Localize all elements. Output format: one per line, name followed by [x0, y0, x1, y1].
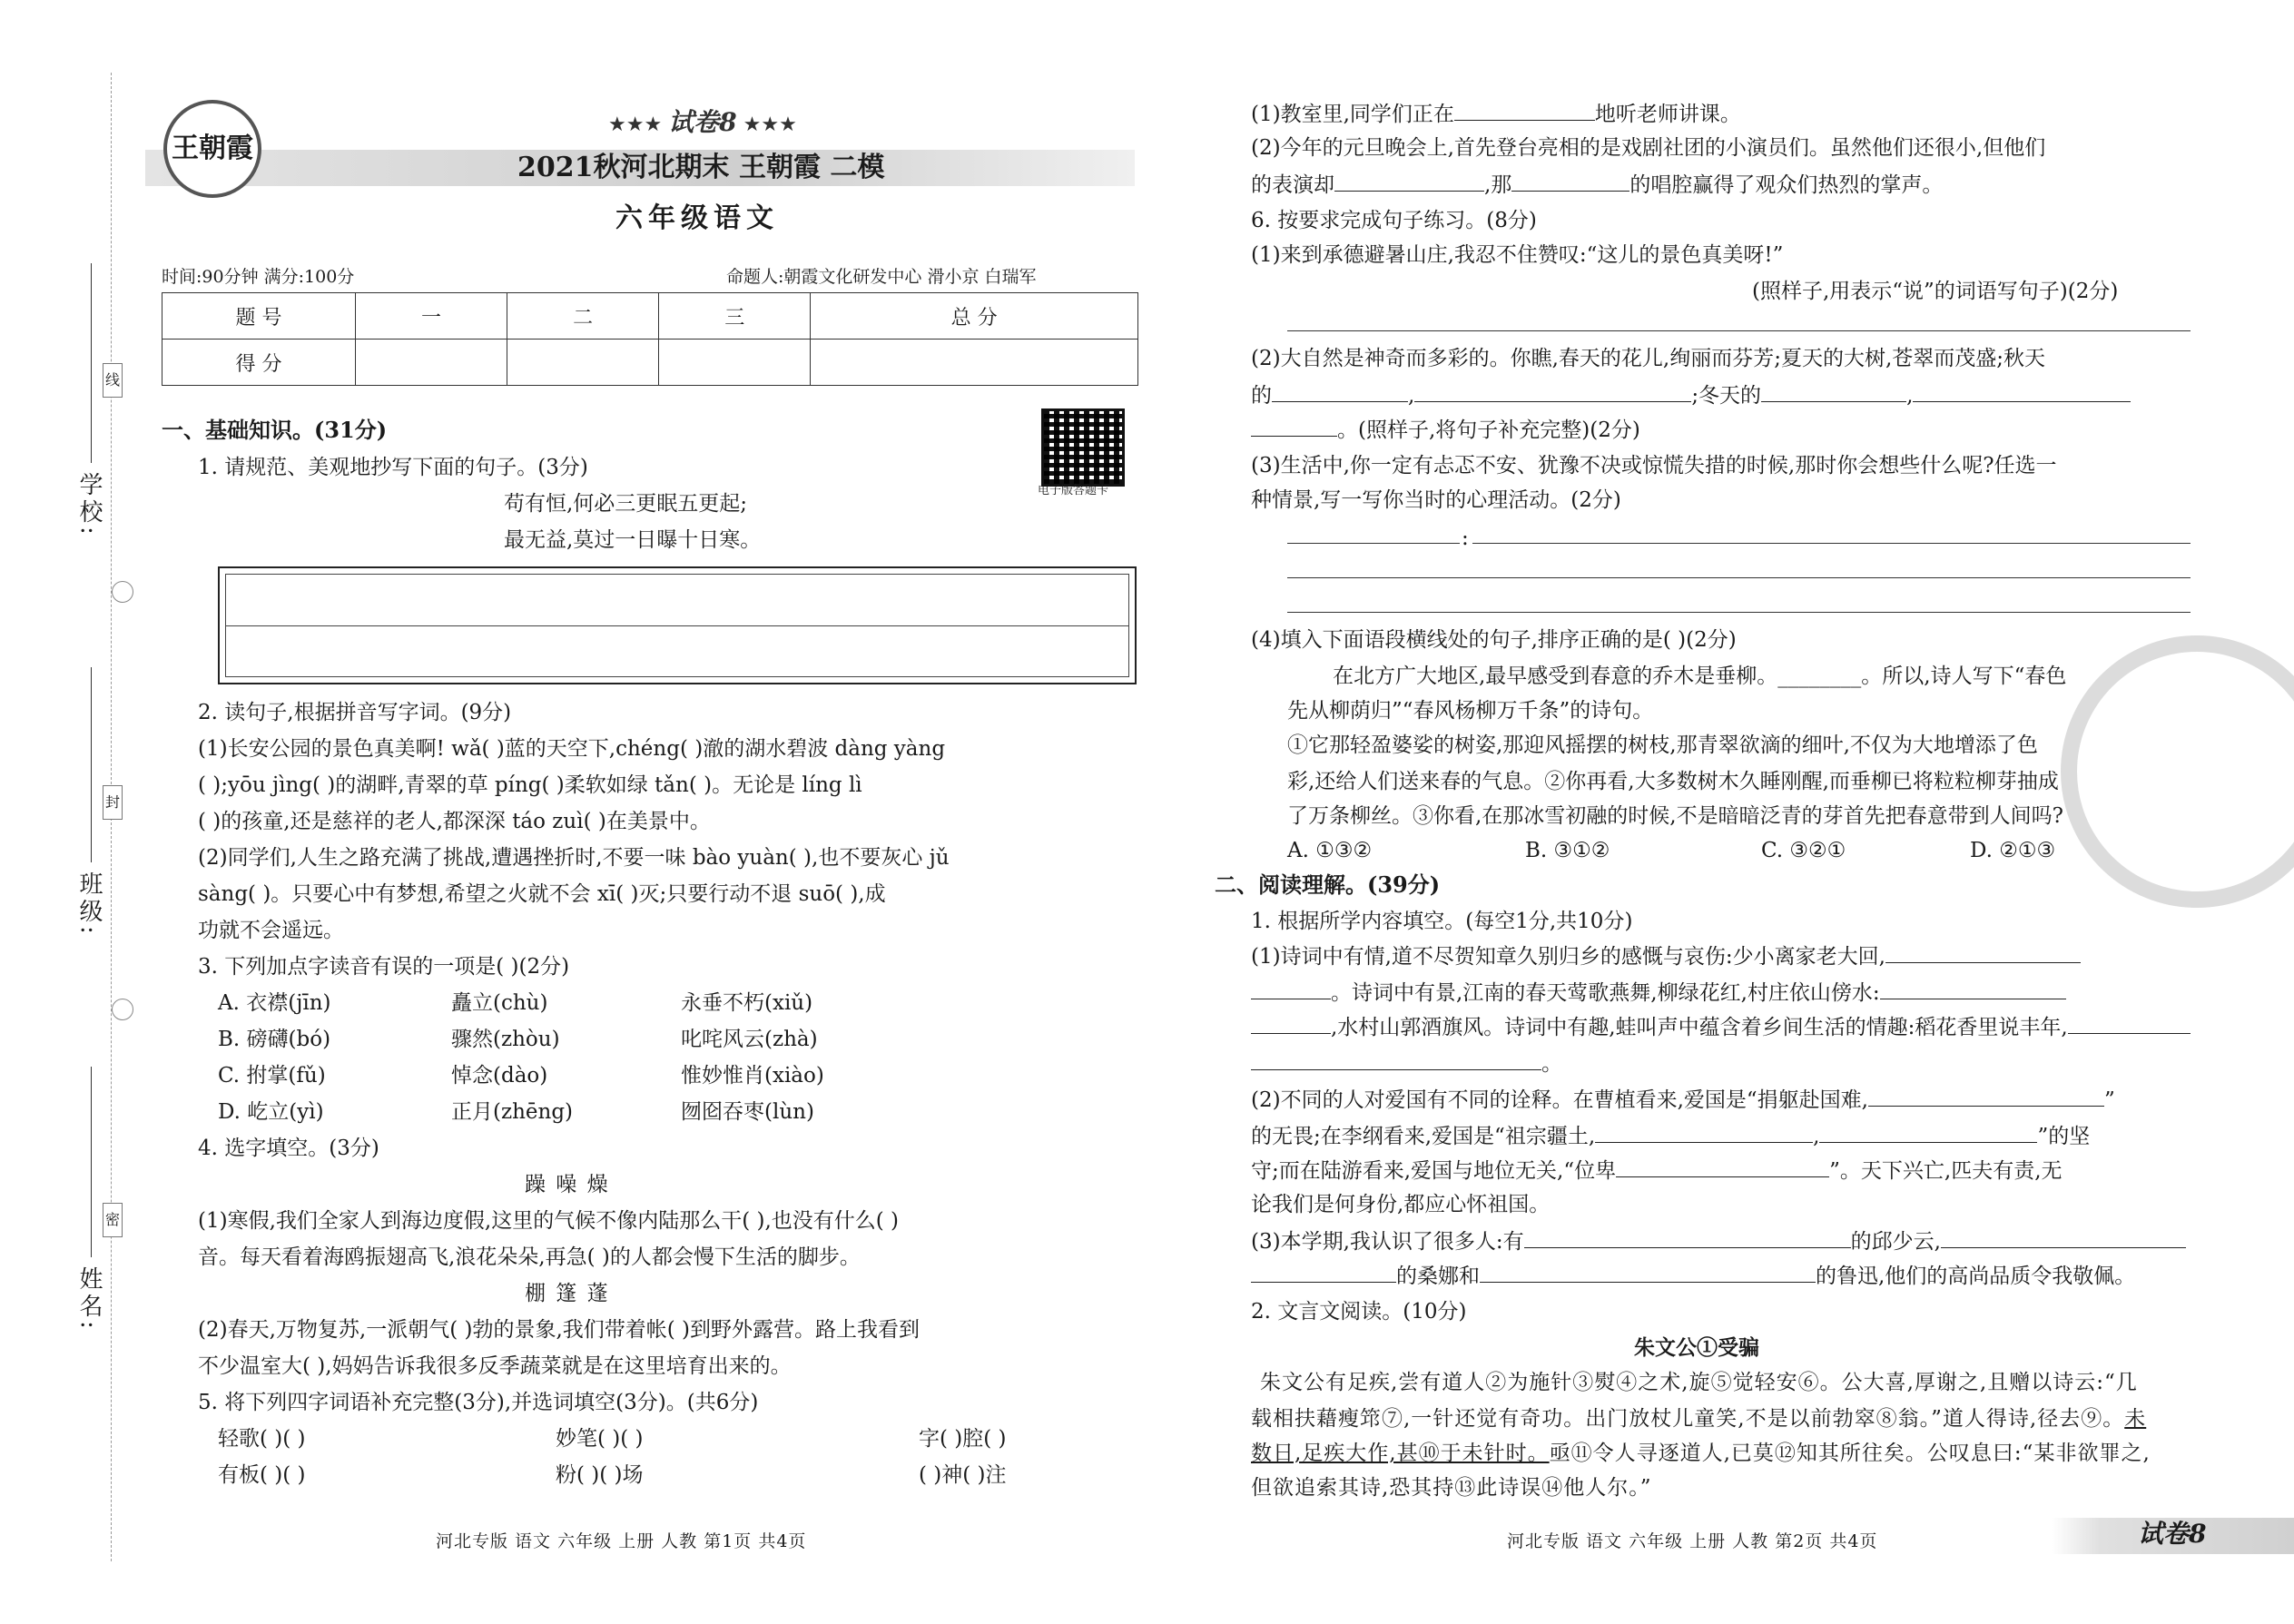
score-header-cell: 三 [659, 293, 811, 340]
p1-text: 的无畏;在李纲看来,爱国是“祖宗疆土, , ”的坚 [1251, 1122, 2090, 1150]
q6-3-text: 种情景,写一写你当时的心理活动。(2分) [1251, 488, 1621, 512]
q5-fill-2: (2)今年的元旦晚会上,首先登台亮相的是戏剧社团的小演员们。虽然他们还很小,但他们 [1251, 136, 2046, 160]
p1-text: 论我们是何身份,都应心怀祖国。 [1251, 1193, 1551, 1216]
q2-prompt: 2. 读句子,根据拼音写字词。(9分) [198, 701, 512, 724]
q5-idiom: 粉( )( )场 [556, 1463, 644, 1487]
answer-blank[interactable] [1880, 979, 2066, 999]
answer-blank[interactable] [1454, 100, 1595, 121]
score-cell[interactable] [356, 340, 507, 386]
answer-blank[interactable] [1595, 1122, 1813, 1143]
q5-idiom: ( )神( )注 [919, 1463, 1007, 1487]
answer-blank[interactable] [1251, 1013, 1331, 1034]
q3-prompt: 3. 下列加点字读音有误的一项是( )(2分) [198, 955, 570, 979]
exam-title: 2021秋河北期末 王朝霞 二模 [517, 152, 885, 183]
q6-2-fill: 的 , ;冬天的 , [1251, 381, 2131, 409]
q6-2-end: 。(照样子,将句子补充完整)(2分) [1251, 416, 1640, 444]
p1-prompt: 1. 根据所学内容填空。(每空1分,共10分) [1251, 910, 1633, 933]
q2-text: (2)同学们,人生之路充满了挑战,遭遇挫折时,不要一味 bào yuàn( ),也不要灰心 jǔ [198, 846, 950, 870]
p1-text: (3)本学期,我认识了很多人:有 的邱少云, [1251, 1227, 2186, 1255]
q2-text: (1)长安公园的景色真美啊! wǎ( )蓝的天空下,chéng( )澈的湖水碧波 dàng yàng [198, 737, 946, 761]
q3-option-word: 囫囵吞枣(lùn) [681, 1100, 814, 1124]
answer-line[interactable] [1287, 612, 2191, 613]
passage-line: 数日,足疾大作,甚⑩于未针时。亟⑪令人寻逐道人,已莫⑫知其所往矣。公叹息曰:“某非欲罪之, [1251, 1442, 2151, 1465]
q6-4-para: ①它那轻盈婆娑的树姿,那迎风摇摆的树枝,那青翠欲滴的细叶,不仅为大地增添了色 [1287, 733, 2038, 757]
q3-option-word: 永垂不朽(xiǔ) [681, 991, 813, 1015]
score-table [162, 292, 1138, 386]
answer-line[interactable] [1472, 543, 2191, 544]
q5-idiom: 有板( )( ) [218, 1463, 306, 1487]
answer-blank[interactable] [1334, 171, 1484, 192]
answer-blank[interactable] [1868, 1086, 2104, 1107]
q3-option[interactable]: B. 磅礴(bó) [218, 1028, 331, 1051]
q3-option-word: 正月(zhēng) [451, 1100, 574, 1124]
q6-4-para: 了万条柳丝。③你看,在那冰雪初融的时候,不是暗暗泛青的芽首先把春意带到人间吗? [1287, 804, 2063, 828]
passage-line: 载相扶藉瘦筇⑦,一针还觉有奇功。出门放杖儿童笑,不是以前勃窣⑧翁。”道人得诗,径去⑨。未 [1251, 1407, 2147, 1431]
seal-mark-line: 线 [103, 363, 123, 398]
p1-text: ,水村山郭酒旗风。诗词中有趣,蛙叫声中蕴含着乡间生活的情趣:稻花香里说丰年, [1251, 1013, 2191, 1041]
q5-idiom: 轻歌( )( ) [218, 1427, 306, 1451]
q3-option[interactable]: A. 衣襟(jīn) [218, 991, 331, 1015]
class-field[interactable] [91, 667, 92, 862]
q6-prompt: 6. 按要求完成句子练习。(8分) [1251, 209, 1537, 232]
answer-line[interactable] [1287, 330, 2191, 331]
q6-1-text: (1)来到承德避暑山庄,我忍不住赞叹:“这儿的景色真美呀!” [1251, 243, 1784, 267]
section-1-heading: 一、基础知识。(31分) [162, 417, 388, 443]
q2-text: ( )的孩童,还是慈祥的老人,都深深 táo zuì( )在美景中。 [198, 810, 711, 833]
p1-text: (1)诗词中有情,道不尽贺知章久别归乡的感慨与哀伤:少小离家老大回, [1251, 942, 2081, 970]
page-footer: 河北专版 语文 六年级 上册 人教 第2页 共4页 [1507, 1531, 1878, 1551]
q5-fill-1: (1)教室里,同学们正在 地听老师讲课。 [1251, 100, 1741, 128]
q6-4-option[interactable]: A. ①③② [1287, 839, 1373, 862]
copy-writing-box[interactable] [218, 566, 1137, 684]
score-header-cell: 一 [356, 293, 507, 340]
paper-stars: ★★★ 试卷8 ★★★ [608, 107, 797, 137]
score-cell[interactable] [507, 340, 659, 386]
q1-line1: 苟有恒,何必三更眠五更起; [504, 492, 748, 516]
p1-text: 。 [1251, 1049, 1562, 1078]
answer-blank[interactable] [1251, 1049, 1541, 1070]
q1-line2: 最无益,莫过一日曝十日寒。 [504, 528, 762, 552]
score-header-cell: 题 号 [162, 293, 356, 340]
q5-fill-2b: 的表演却 ,那 的唱腔赢得了观众们热烈的掌声。 [1251, 171, 1943, 199]
p2-prompt: 2. 文言文阅读。(10分) [1251, 1300, 1467, 1324]
q4-text: 不少温室大( ),妈妈告诉我很多反季蔬菜就是在这里培育出来的。 [198, 1354, 792, 1378]
p1-text: 。诗词中有景,江南的春天莺歌燕舞,柳绿花红,村庄依山傍水: [1251, 979, 2066, 1007]
answer-blank[interactable] [1819, 1122, 2037, 1143]
score-cell[interactable] [811, 340, 1138, 386]
qr-code-icon[interactable] [1041, 408, 1125, 487]
q2-text: 功就不会遥远。 [198, 919, 344, 942]
p1-text: 的桑娜和 的鲁迅,他们的高尚品质令我敬佩。 [1251, 1262, 2135, 1290]
answer-line[interactable] [1287, 577, 2191, 578]
answer-line[interactable] [1287, 543, 1460, 544]
q3-option-word: 惟妙惟肖(xiào) [681, 1064, 824, 1088]
colon: : [1462, 527, 1469, 550]
q4-char-set: 躁 噪 燥 [525, 1173, 610, 1196]
answer-blank[interactable] [1480, 1262, 1816, 1283]
q1-prompt: 1. 请规范、美观地抄写下面的句子。(3分) [198, 456, 588, 479]
school-field[interactable] [91, 263, 92, 463]
watermark-seal-icon [2061, 635, 2294, 908]
q6-4-para: 彩,还给人们送来春的气息。②你再看,大多数树木久睡刚醒,而垂柳已将粒粒柳芽抽成 [1287, 770, 2059, 793]
q6-2-text: (2)大自然是神奇而多彩的。你瞧,春天的花儿,绚丽而芬芳;夏天的大树,苍翠而茂盛;秋天 [1251, 347, 2046, 370]
q4-prompt: 4. 选字填空。(3分) [198, 1137, 379, 1160]
score-header-cell: 总 分 [811, 293, 1138, 340]
answer-blank[interactable] [1414, 381, 1691, 402]
q3-option-word: 骤然(zhòu) [451, 1028, 560, 1051]
answer-blank[interactable] [1913, 381, 2131, 402]
q4-text: 音。每天看着海鸥振翅高飞,浪花朵朵,再急( )的人都会慢下生活的脚步。 [198, 1245, 861, 1269]
seal-mark-secret: 密 [103, 1203, 123, 1237]
q3-option-word: 叱咤风云(zhà) [681, 1028, 818, 1051]
passage-line: 但欲追索其诗,恐其持⑬此诗误⑭他人尔。” [1251, 1476, 1652, 1500]
q4-text: (1)寒假,我们全家人到海边度假,这里的气候不像内陆那么干( ),也没有什么( ) [198, 1209, 900, 1233]
p1-text: 守;而在陆游看来,爱国与地位无关,“位卑 ”。天下兴亡,匹夫有责,无 [1251, 1156, 2063, 1185]
q4-char-set: 棚 篷 蓬 [525, 1282, 610, 1305]
answer-blank[interactable] [1885, 942, 2081, 963]
q2-text: sàng( )。只要心中有梦想,希望之火就不会 xī( )灭;只要行动不退 suō( ),成 [198, 882, 886, 906]
q3-option[interactable]: D. 屹立(yì) [218, 1100, 324, 1124]
q6-4-option[interactable]: B. ③①② [1525, 839, 1610, 862]
answer-blank[interactable] [2068, 1013, 2191, 1034]
q6-4-option[interactable]: C. ③②① [1761, 839, 1846, 862]
q3-option[interactable]: C. 拊掌(fǔ) [218, 1064, 326, 1088]
time-info: 时间:90分钟 满分:100分 [162, 267, 355, 287]
answer-blank[interactable] [1511, 171, 1629, 192]
answer-blank[interactable] [1616, 1156, 1829, 1177]
answer-blank[interactable] [1272, 381, 1408, 402]
answer-blank[interactable] [1941, 1227, 2186, 1248]
name-field[interactable] [91, 1067, 92, 1257]
q4-text: (2)春天,万物复苏,一派朝气( )勃的景象,我们带着帐( )到野外露营。路上我看到 [198, 1318, 921, 1342]
section-2-heading: 二、阅读理解。(39分) [1215, 871, 1441, 898]
class-label: 班级: [75, 871, 103, 938]
binding-hole-icon [112, 999, 133, 1020]
q5-idiom: 字( )腔( ) [919, 1427, 1007, 1451]
page-footer: 河北专版 语文 六年级 上册 人教 第1页 共4页 [436, 1531, 807, 1551]
answer-blank[interactable] [1251, 416, 1337, 437]
school-label: 学校: [75, 472, 103, 538]
paper-tab-label: 试卷8 [2138, 1519, 2207, 1549]
q6-3-text: (3)生活中,你一定有忐忑不安、犹豫不决或惊慌失措的时候,那时你会想些什么呢?任选一 [1251, 454, 2057, 477]
qr-caption: 电子版答题卡 [1038, 484, 1109, 497]
answer-blank[interactable] [1761, 381, 1906, 402]
q5-prompt: 5. 将下列四字词语补充完整(3分),并选词填空(3分)。(共6分) [198, 1391, 759, 1414]
name-label: 姓名: [75, 1266, 103, 1333]
passage-title: 朱文公①受骗 [1634, 1335, 1759, 1360]
q5-idiom: 妙笔( )( ) [556, 1427, 644, 1451]
answer-blank[interactable] [1251, 979, 1331, 999]
brand-logo: 王朝霞 [163, 100, 261, 198]
score-cell[interactable] [659, 340, 811, 386]
score-header-cell: 二 [507, 293, 659, 340]
q6-4-prompt: (4)填入下面语段横线处的句子,排序正确的是( )(2分) [1251, 628, 1737, 652]
authors: 命题人:朝霞文化研发中心 滑小京 白瑞军 [726, 267, 1037, 287]
seal-mark-seal: 封 [103, 785, 123, 820]
q3-option-word: 悼念(dào) [451, 1064, 548, 1088]
p1-text: (2)不同的人对爱国有不同的诠释。在曹植看来,爱国是“捐躯赴国难, ” [1251, 1086, 2115, 1114]
q6-4-option[interactable]: D. ②①③ [1970, 839, 2056, 862]
binding-hole-icon [112, 581, 133, 603]
q6-4-para: 在北方广大地区,最早感受到春意的乔木是垂柳。________。所以,诗人写下“春色 [1333, 664, 2067, 688]
passage-line: 朱文公有足疾,尝有道人②为施针③熨④之术,旋⑤觉轻安⑥。公大喜,厚谢之,且赠以诗云:“几 [1260, 1371, 2138, 1394]
subject-title: 六年级语文 [615, 202, 779, 234]
answer-blank[interactable] [1251, 1262, 1396, 1283]
score-row-label: 得 分 [162, 340, 356, 386]
answer-blank[interactable] [1524, 1227, 1851, 1248]
q3-option-word: 矗立(chù) [451, 991, 548, 1015]
q6-1-note: (照样子,用表示“说”的词语写句子)(2分) [1752, 280, 2119, 303]
q6-4-para: 先从柳荫归”“春风杨柳万千条”的诗句。 [1287, 699, 1654, 723]
q2-text: ( );yōu jìng( )的湖畔,青翠的草 píng( )柔软如绿 tǎn( )。无论是 líng lì [198, 773, 862, 797]
